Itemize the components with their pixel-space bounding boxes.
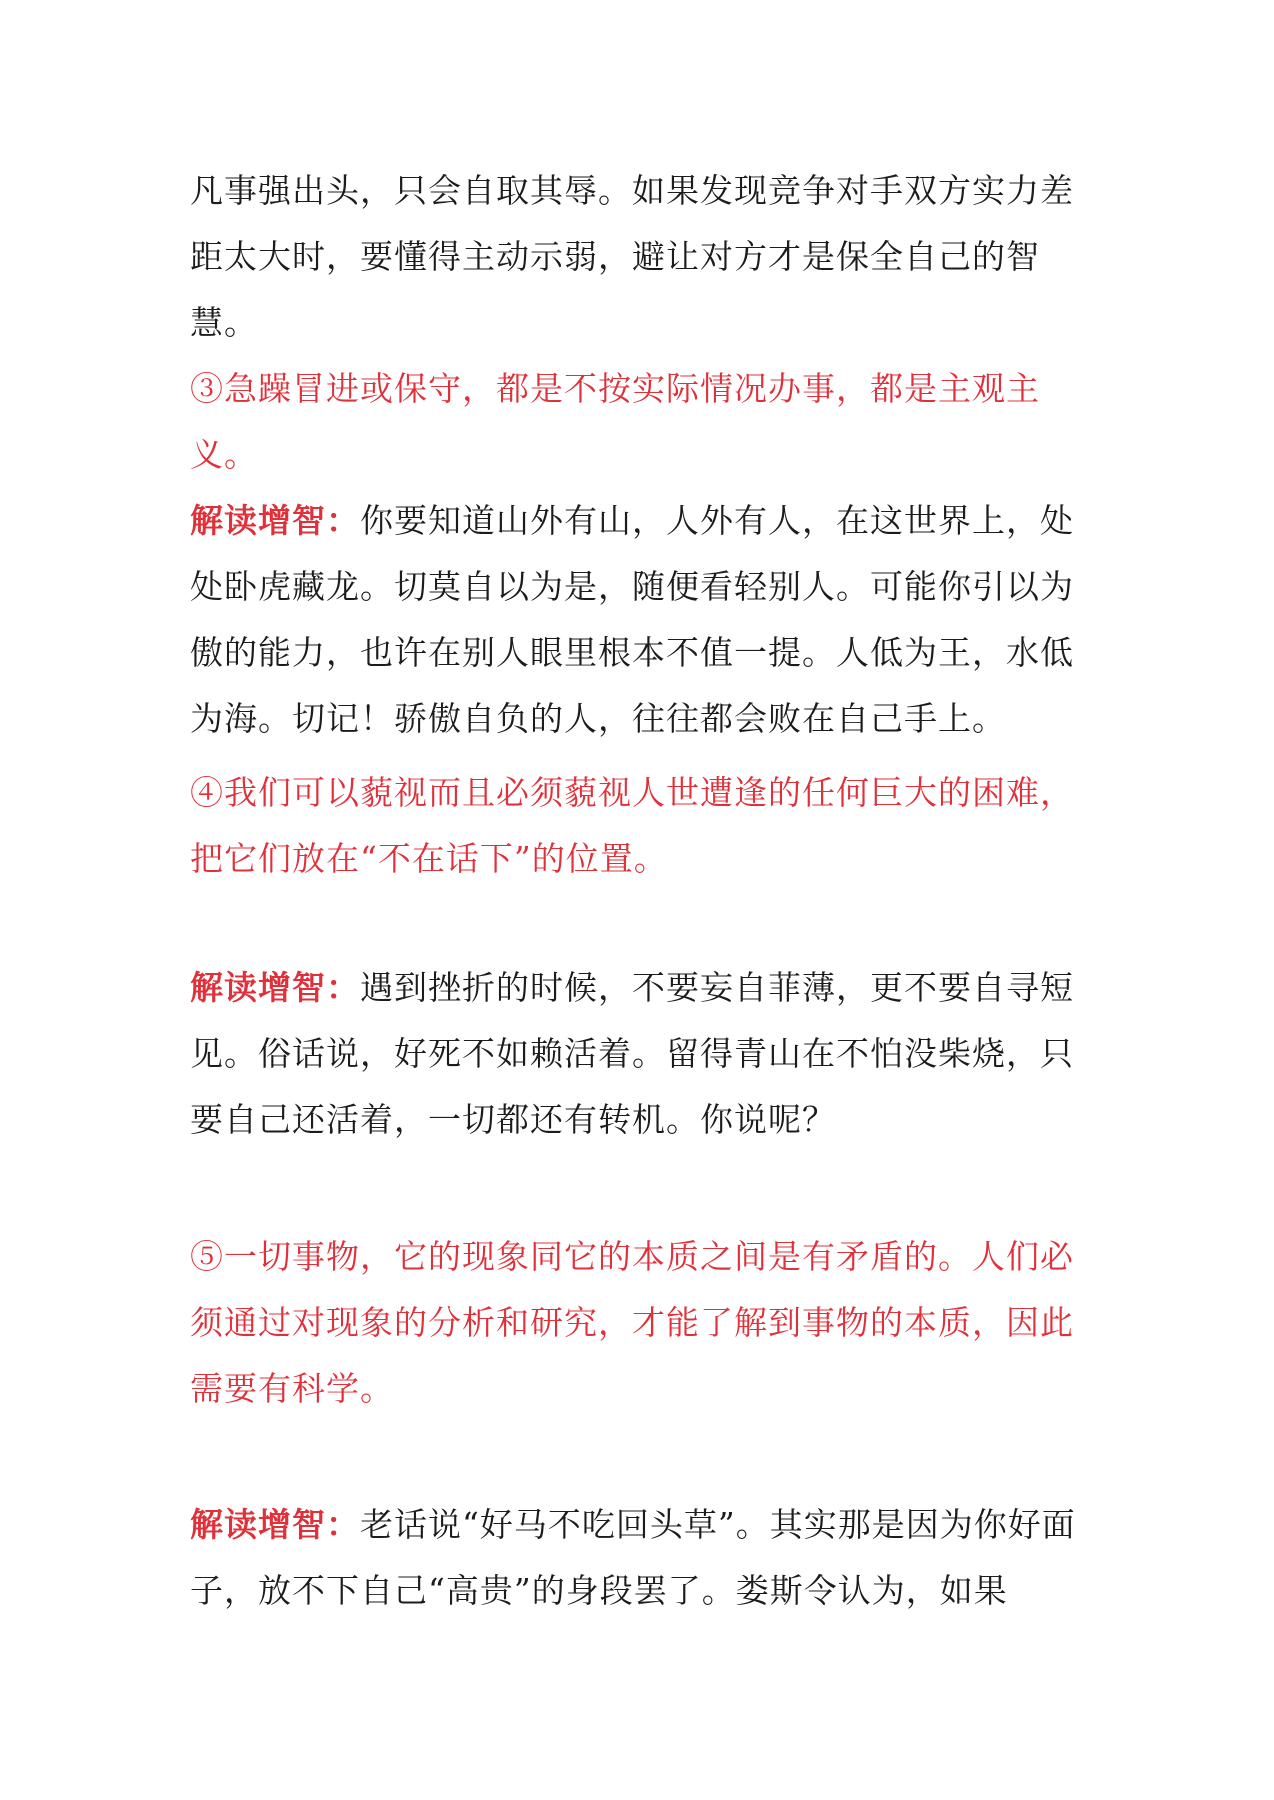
quote-5: ⑤一切事物，它的现象同它的本质之间是有矛盾的。人们必须通过对现象的分析和研究，才能了解到事物的本质，因此需要有科学。 (190, 1237, 1074, 1408)
interpretation-section-5 (190, 1492, 1085, 1624)
quote-3: ③急躁冒进或保守，都是不按实际情况办事，都是主观主义。 (190, 369, 1040, 474)
interpretation-label: 解读增智： (190, 501, 360, 540)
quote-section-4 (190, 760, 1085, 892)
paragraph-continuation (190, 158, 1085, 356)
paragraph-text: 凡事强出头，只会自取其辱。如果发现竞争对手双方实力差距太大时，要懂得主动示弱，避让对方才是保全自己的智慧。 (190, 171, 1074, 342)
quote-section-5 (190, 1224, 1085, 1422)
interpretation-text: 老话说“好马不吃回头草”。其实那是因为你好面子，放不下自己“高贵”的身段罢了。娄斯令认为，如果 (190, 1505, 1076, 1610)
interpretation-label: 解读增智： (190, 968, 360, 1007)
interpretation-text: 你要知道山外有山，人外有人，在这世界上，处处卧虎藏龙。切莫自以为是，随便看轻别人。可能你引以为傲的能力，也许在别人眼里根本不值一提。人低为王，水低为海。切记！骄傲自负的人，往往都会败在自己手上。 (190, 501, 1074, 738)
interpretation-text: 遇到挫折的时候，不要妄自菲薄，更不要自寻短见。俗话说，好死不如赖活着。留得青山在不怕没柴烧，只要自己还活着，一切都还有转机。你说呢？ (190, 968, 1074, 1139)
quote-4: ④我们可以藐视而且必须藐视人世遭逢的任何巨大的困难，把它们放在“不在话下”的位置。 (190, 773, 1074, 878)
interpretation-label: 解读增智： (190, 1505, 360, 1544)
interpretation-section-4 (190, 955, 1085, 1153)
quote-section-3 (190, 356, 1085, 752)
